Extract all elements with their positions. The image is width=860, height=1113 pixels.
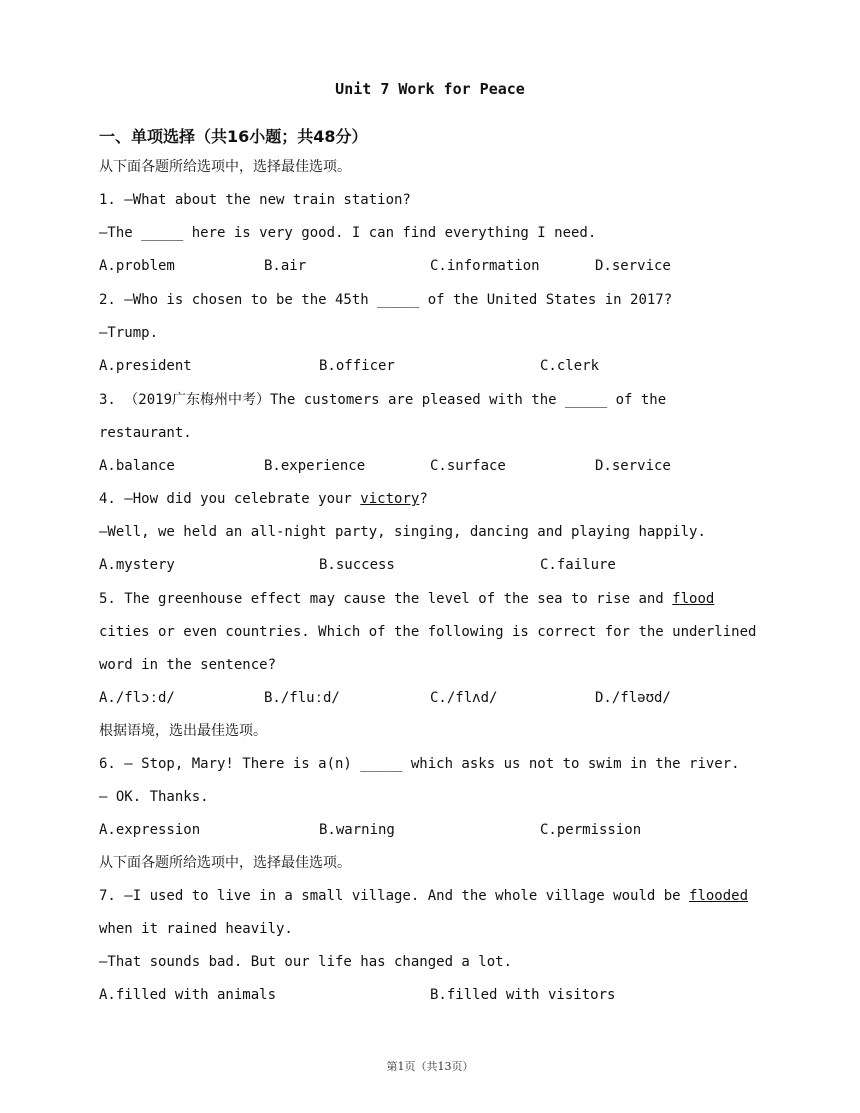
question-5-line3: word in the sentence? — [99, 657, 277, 673]
question-5-option-d: D./fləʊd/ — [595, 690, 671, 706]
underlined-word: flood — [672, 591, 715, 607]
page-title: Unit 7 Work for Peace — [335, 80, 525, 98]
underlined-word: flooded — [689, 888, 749, 904]
question-4-option-b: B.success — [319, 557, 395, 573]
question-1-stem: 1. —What about the new train station? — [99, 192, 411, 208]
question-3-stem: 3. （2019广东梅州中考）The customers are pleased with the _____ of the — [99, 392, 667, 408]
instruction-text: 从下面各题所给选项中，选择最佳选项。 — [99, 159, 351, 175]
question-2-option-c: C.clerk — [540, 358, 600, 374]
question-5-line2: cities or even countries. Which of the following is correct for the underlined — [99, 624, 757, 640]
question-6-option-a: A.expression — [99, 822, 201, 838]
question-1-option-a: A.problem — [99, 258, 175, 274]
question-5-stem: 5. The greenhouse effect may cause the level of the sea to rise and flood — [99, 591, 715, 607]
question-2-line2: —Trump. — [99, 325, 159, 341]
question-5-option-c: C./flʌd/ — [430, 690, 498, 706]
question-7-option-a: A.filled with animals — [99, 987, 277, 1003]
section-heading: 一、单项选择（共16小题；共48分） — [99, 127, 368, 146]
question-3-line2: restaurant. — [99, 425, 192, 441]
question-6-stem: 6. — Stop, Mary! There is a(n) _____ which asks us not to swim in the river. — [99, 756, 740, 772]
question-5-option-b: B./fluːd/ — [264, 690, 340, 706]
question-4-line2: —Well, we held an all-night party, singing, dancing and playing happily. — [99, 524, 706, 540]
question-6-line2: — OK. Thanks. — [99, 789, 209, 805]
question-2-stem: 2. —Who is chosen to be the 45th _____ of the United States in 2017? — [99, 292, 673, 308]
question-4-option-a: A.mystery — [99, 557, 175, 573]
question-7-option-b: B.filled with visitors — [430, 987, 616, 1003]
question-1-option-c: C.information — [430, 258, 540, 274]
question-6-option-c: C.permission — [540, 822, 642, 838]
instruction-text: 根据语境，选出最佳选项。 — [99, 723, 267, 739]
instruction-text: 从下面各题所给选项中，选择最佳选项。 — [99, 855, 351, 871]
question-3-option-c: C.surface — [430, 458, 506, 474]
question-4-option-c: C.failure — [540, 557, 616, 573]
question-3-option-d: D.service — [595, 458, 671, 474]
question-2-option-a: A.president — [99, 358, 192, 374]
page-footer: 第1页（共13页） — [386, 1060, 474, 1073]
question-1-option-b: B.air — [264, 258, 307, 274]
question-7-line3: —That sounds bad. But our life has changed a lot. — [99, 954, 513, 970]
question-2-option-b: B.officer — [319, 358, 395, 374]
question-3-option-a: A.balance — [99, 458, 175, 474]
question-1-option-d: D.service — [595, 258, 671, 274]
question-5-option-a: A./flɔːd/ — [99, 690, 175, 706]
question-4-stem: 4. —How did you celebrate your victory? — [99, 491, 428, 507]
question-1-line2: —The _____ here is very good. I can find everything I need. — [99, 225, 597, 241]
question-7-stem: 7. —I used to live in a small village. And the whole village would be flooded — [99, 888, 749, 904]
question-3-option-b: B.experience — [264, 458, 366, 474]
underlined-word: victory — [360, 491, 420, 507]
question-6-option-b: B.warning — [319, 822, 395, 838]
question-7-line2: when it rained heavily. — [99, 921, 293, 937]
